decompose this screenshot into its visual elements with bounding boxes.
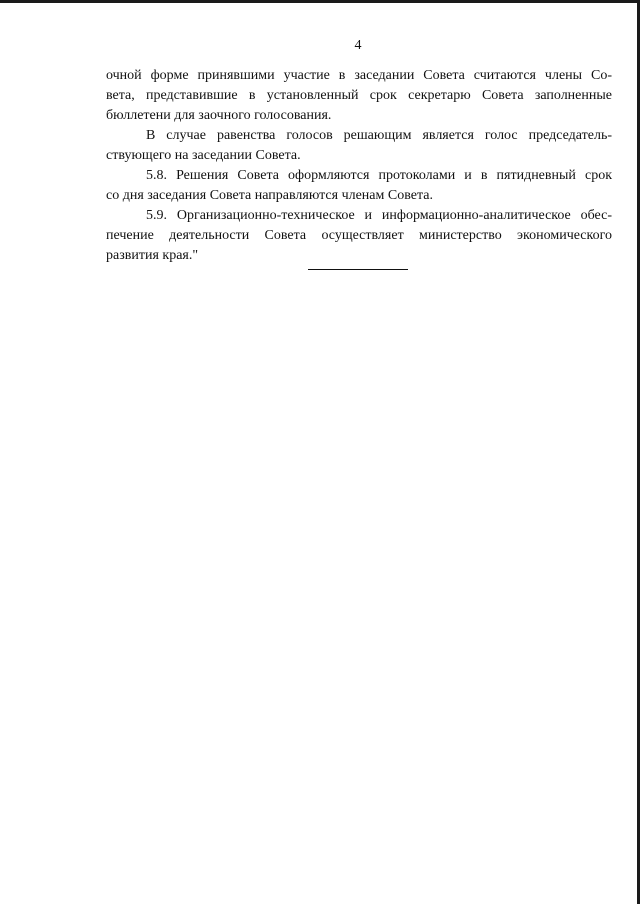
text-line: 5.9. Организационно-техническое и информационно-аналитическое обес- [146,208,612,223]
page-number: 4 [354,38,362,53]
text-line: 5.8. Решения Совета оформляются протоколами и в пятидневный срок [146,168,612,183]
paragraph-5-9 [106,206,612,266]
text-line: бюллетени для заочного голосования. [106,108,332,123]
paragraph-voting-absentee [106,66,612,126]
document-body [106,66,612,266]
text-line: развития края." [106,248,199,263]
end-of-text-rule [308,269,408,270]
text-line: со дня заседания Совета направляются членам Совета. [106,188,433,203]
text-line: печение деятельности Совета осуществляет министерство экономического [106,228,612,243]
text-line: В случае равенства голосов решающим является голос председатель- [146,128,612,143]
text-line: очной форме принявшими участие в заседании Совета считаются члены Со- [106,68,612,83]
paragraph-5-8 [106,166,612,206]
scan-edge-top [0,0,640,3]
text-line: ствующего на заседании Совета. [106,148,301,163]
text-line: вета, представившие в установленный срок секретарю Совета заполненные [106,88,612,103]
paragraph-tie-vote [106,126,612,166]
